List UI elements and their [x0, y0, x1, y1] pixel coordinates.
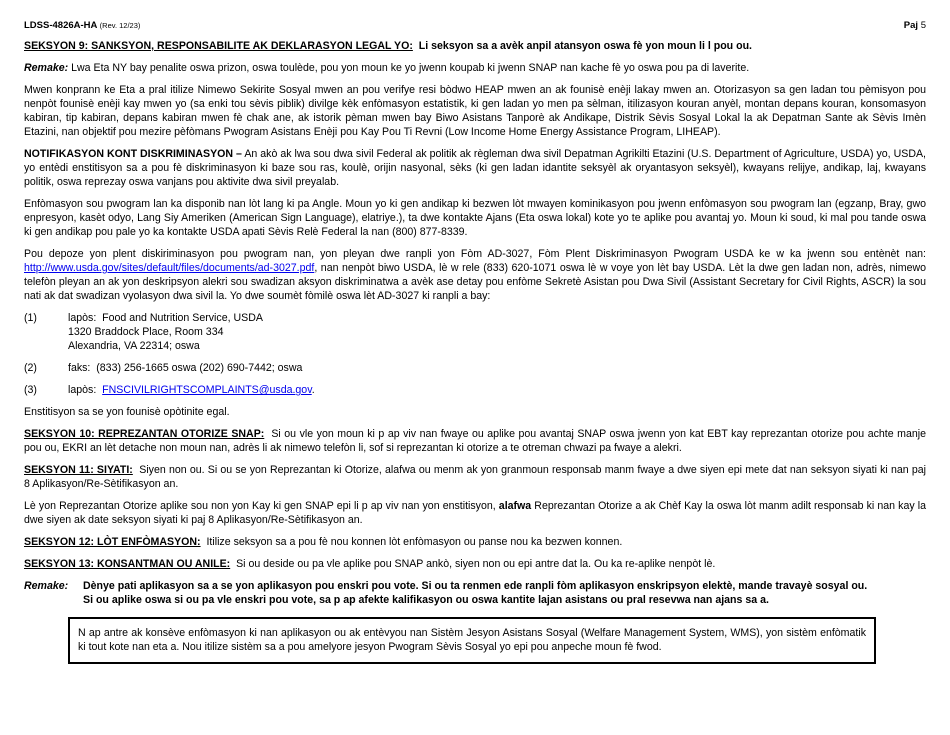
form-id: LDSS-4826A-HA (Rev. 12/23) [24, 20, 141, 31]
section-9-remark: Remake: Lwa Eta NY bay penalite oswa prizon, oswa toulède, pou yon moun ke yo jwenn koupab ki jwenn SNAP nan kache fè yo oswa pou pa di laverite. [24, 62, 750, 74]
civil-rights-email-link[interactable]: FNSCIVILRIGHTSCOMPLAINTS@usda.gov [102, 384, 312, 396]
equal-opportunity-statement: Enstitisyon sa se yon founisè opòtinite egal. [24, 406, 230, 418]
nondiscrimination-notice: NOTIFIKASYON KONT DISKRIMINASYON – An akò ak lwa sou dwa sivil Federal ak politik ak règleman dwa sivil Depatman Agrikilti Etazini (U.S. Department of Agriculture, USDA) yo, USDA, yo entèdi enstitisyon sa a pou fè diskriminasyon ki baze sou ras, koulè, orijin nasyonal, sèks (ki gen ladan idantite seksyèl ak oryantasyon seksyèl), kwayans relijye, andikap, laj, kwayans politik, oswa reprezay oswa vanjans pou aktivite dwa sivil preyalab. [24, 148, 926, 188]
voter-registration-remark: Remake: Dènye pati aplikasyon sa a se yon aplikasyon pou enskri pou vote. Si ou ta renmen ede ranpli fòm aplikasyon enskripsyon elektè, mande travayè sosyal ou. Si ou aplike oswa si ou pa vle enskri pou vote, sa p ap afekte kalifikasyon ou oswa kantite lajan asistans ou pral resevwa nan ajans sa a. [24, 580, 868, 606]
section-11: SEKSYON 11: SIYATI: Siyen non ou. Si ou se yon Reprezantan ki Otorize, alafwa ou menm ak yon granmoun responsab manm fwaye a dwe siyen epi mete dat nan seksyon siyati ki nan paj 8 Aplikasyon/Re-Sètifikasyon an. [24, 464, 926, 490]
section-11-authorized-rep: Lè yon Reprezantan Otorize aplike sou non yon Kay ki gen SNAP epi li p ap viv nan yon enstitisyon, alafwa Reprezantan Otorize a ak Chèf Kay la oswa lòt manm adilt responsab ki nan kay la dwe siyen ak date seksyon siyati ki paj 8 Aplikasyon/Re-Sètifikasyon an. [24, 500, 926, 526]
language-info-paragraph: Enfòmasyon sou pwogram lan ka disponib nan lòt lang ki pa Angle. Moun yo ki gen andikap ki bezwen lòt mwayen kominikasyon pou jwenn enfòmasyon sou pwogram lan (egzanp, Bray, gwo enpresyon, kasèt odyo, Lang Siy Ameriken (American Sign Language), elatriye.), ta dwe kontakte Ajans (Eta oswa lokal) kote yo te aplike pou avantaj yo. Moun ki soud, ki mal pou tande oswa ki gen andikap pou pale yo ka kontakte USDA apati Sèvis Relè Federal la nan (800) 877-8339. [24, 198, 926, 238]
page-header [24, 19, 926, 33]
ad-3027-link[interactable]: http://www.usda.gov/sites/default/files/documents/ad-3027.pdf [24, 262, 315, 274]
complaint-paragraph: Pou depoze yon plent diskiriminasyon pou pwogram nan, yon pleyan dwe ranpli yon Fòm AD-3027, Fòm Plent Diskriminasyon Pwogram USDA ke w ka jwenn sou entènèt nan: http://www.usda.gov/sites/default/files/documents/ad-3027.pdf, nan nenpòt biwo USDA, lè w rele (833) 620-1071 oswa lè w voye yon lèt bay USDA. Lèt la dwe gen ladan non, adrès, nimewo telefòn pleyan an ak yon deskripsyon alekri sou swadizan aksyon diskriminatwa a avèk ase detay pou enfòme Sekretè Asistan pou Dwa Sivil (Assistant Secretary for Civil Rights, ASCR) la sou nati ak dat swadizan vyolasyon dwa sivil la. Yo dwe soumèt fòmilè oswa lèt AD-3027 ki ranpli a bay: [24, 248, 926, 302]
list-item: (2) faks: (833) 256-1665 oswa (202) 690-7442; oswa [24, 362, 303, 374]
heap-consent-paragraph: Mwen konprann ke Eta a pral itilize Nimewo Sekirite Sosyal mwen an pou verifye resi bòdwo HEAP mwen an ak founisè enèji lakay mwen an. Otorizasyon sa gen ladan tou pèmisyon pou nenpòt founisè enèji kay mwen yo (sa enki tou sèvis piblik) divilge kèk enfòmasyon estatistik, ki gen ladan yo men pa sèlman, itilizasyon kouran anyèl, montan depans kouran, konsomasyon kabiran, tip kabiran, depans kabiran mwen fè chak ane, ak istorik pèman mwen bay Biwo Asistans Tanporè ak Andikape, Distrik Sèvis Sosyal Lokal la ak Depatman Sante ak Sèvis Imèn Etazini, nan objektif pou mezire pèfòmans Pwogram Asistans Enèji pou Kay Pou Ti Revni (Low Income Home Energy Assistance Program, LIHEAP). [24, 84, 926, 138]
section-10: SEKSYON 10: REPREZANTAN OTORIZE SNAP: Si ou vle yon moun ki p ap viv nan fwaye ou aplike pou avantaj SNAP oswa jwenn yon kat EBT kay reprezantan otorize pou achte manje pou ou, EKRI an lèt detache non moun nan, adrès li ak nimewo telefòn li, sof si reprezantan ki otorize a te otreman chwazi pa fwaye a alekri. [24, 428, 927, 454]
page-number: Paj 5 [903, 20, 926, 31]
section-12: SEKSYON 12: LÒT ENFÒMASYON: Itilize seksyon sa a pou fè nou konnen lòt enfòmasyon ou panse nou ka bezwen konnen. [24, 536, 623, 548]
wms-notice-box: N ap antre ak konsève enfòmasyon ki nan aplikasyon ou ak entèvyou nan Sistèm Jesyon Asistans Sosyal (Welfare Management System, WMS), yon sistèm enfòmatik ki tout kote nan eta a. Nou itilize sistèm sa a pou amelyore jesyon Pwogram Sèvis Sosyal yo epi pou anpeche moun fè fwod. [68, 617, 876, 664]
section-13: SEKSYON 13: KONSANTMAN OU ANILE: Si ou deside ou pa vle aplike pou SNAP ankò, siyen non ou epi antre dat la. Ou ka re-aplike nenpòt lè. [24, 558, 716, 570]
list-item: (1) lapòs: Food and Nutrition Service, USDA 1320 Braddock Place, Room 334 Alexandria, VA 22314; oswa [24, 312, 263, 352]
complaint-submission-list [24, 311, 926, 397]
section-9-heading: SEKSYON 9: SANKSYON, RESPONSABILITE AK DEKLARASYON LEGAL YO: Li seksyon sa a avèk anpil atansyon oswa fè yon moun li l pou ou. [24, 40, 752, 52]
list-item: (3) lapòs: FNSCIVILRIGHTSCOMPLAINTS@usda.gov. [24, 384, 315, 396]
